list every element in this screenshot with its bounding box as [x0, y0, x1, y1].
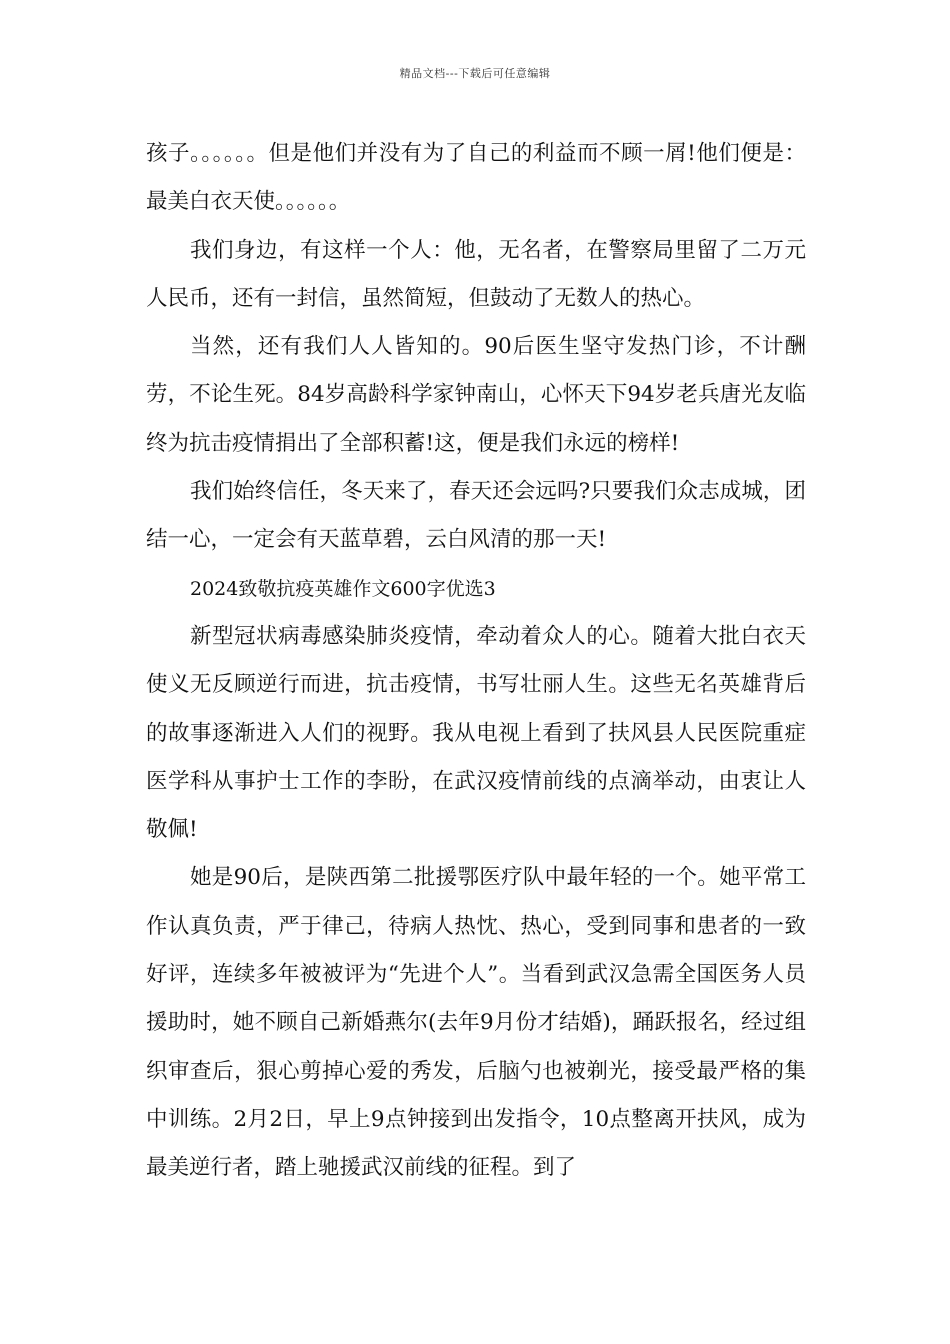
paragraph: 她是90后，是陕西第二批援鄂医疗队中最年轻的一个。她平常工作认真负责，严于律己，待病人热忱、热心，受到同事和患者的一致好评，连续多年被被评为“先进个人”。当看到武汉急需全国医务人员援助时，她不顾自己新婚燕尔(去年9月份才结婚)，踊跃报名，经过组织审查后，狠心剪掉心爱的秀发，后脑勺也被剃光，接受最严格的集中训练。2月2日，早上9点钟接到出发指令，10点整离开扶风，成为最美逆行者，踏上驰援武汉前线的征程。到了 [146, 865, 806, 1181]
paragraph: 当然，还有我们人人皆知的。90后医生坚守发热门诊，不计酬劳，不论生死。84岁高龄科学家钟南山，心怀天下94岁老兵唐光友临终为抗击疫情捐出了全部积蓄!这，便是我们永远的榜样! [146, 334, 806, 456]
section-title: 2024致敬抗疫英雄作文600字优选3 [190, 577, 496, 600]
paragraph: 我们身边，有这样一个人：他，无名者，在警察局里留了二万元人民币，还有一封信，虽然简短，但鼓动了无数人的热心。 [146, 237, 806, 311]
paragraph: 新型冠状病毒感染肺炎疫情，牵动着众人的心。随着大批白衣天使义无反顾逆行而进，抗击疫情，书写壮丽人生。这些无名英雄背后的故事逐渐进入人们的视野。我从电视上看到了扶风县人民医院重症医学科从事护士工作的李盼，在武汉疫情前线的点滴举动，由衷让人敬佩! [146, 623, 806, 843]
document-body [146, 130, 806, 1193]
paragraph: 孩子。。。。。。但是他们并没有为了自己的利益而不顾一屑!他们便是：最美白衣天使。。。。。。 [146, 141, 806, 215]
page-header: 精品文档---下载后可任意编辑 [399, 67, 551, 80]
paragraph: 我们始终信任，冬天来了，春天还会远吗?只要我们众志成城，团结一心，一定会有天蓝草碧，云白风清的那一天! [146, 479, 806, 553]
